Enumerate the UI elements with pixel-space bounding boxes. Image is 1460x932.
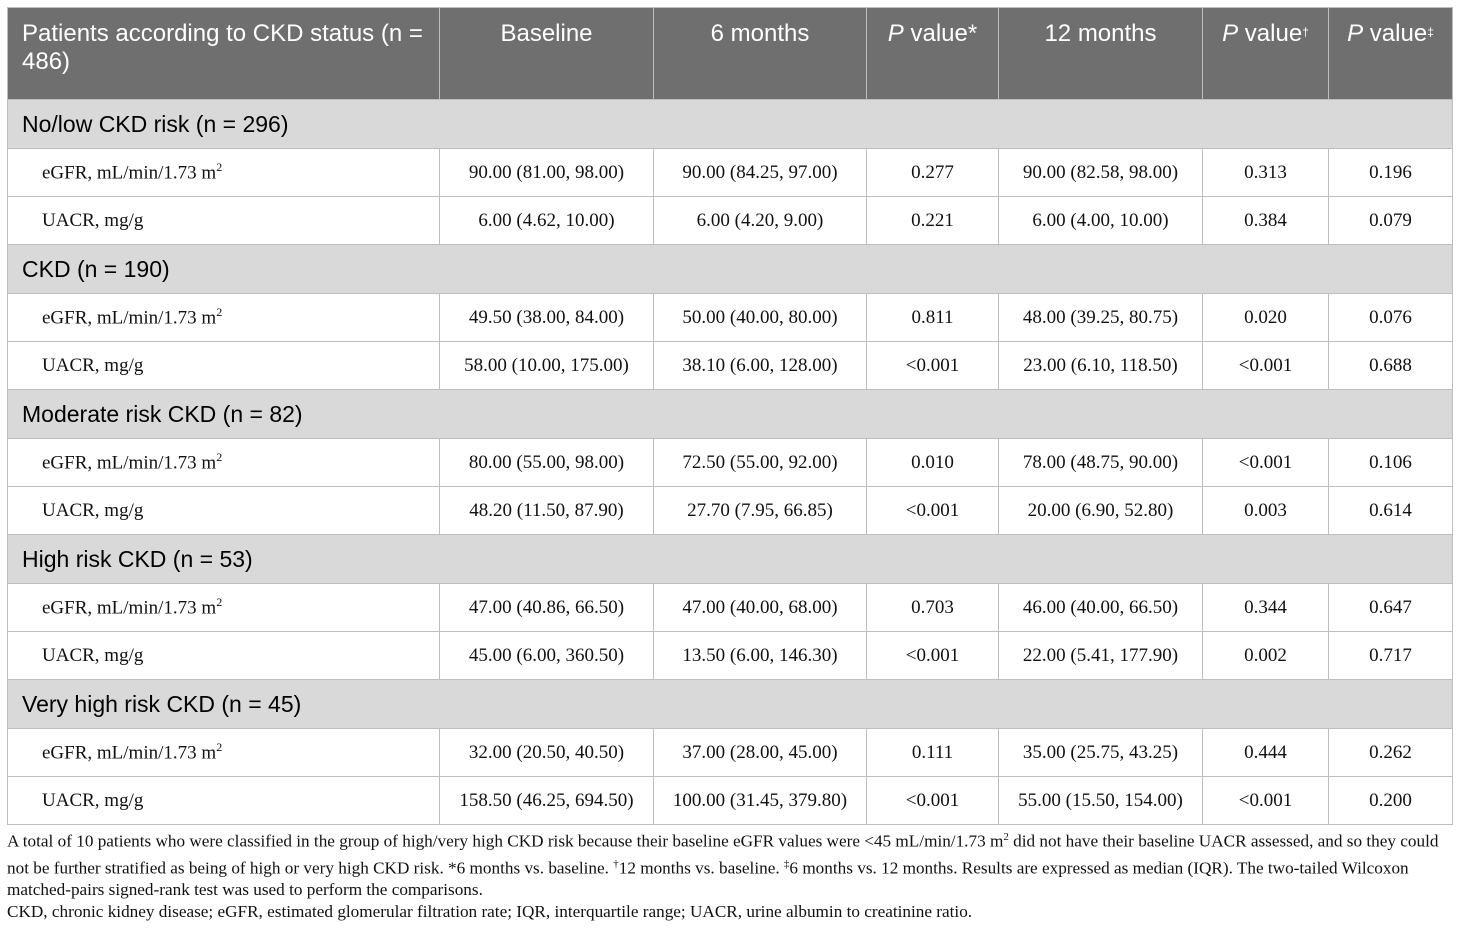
row-label [8,342,440,390]
cell-p-value-3: 0.262 [1329,729,1453,777]
row-label [8,777,440,825]
table-row [8,777,1453,825]
cell-p-value-1: 0.811 [867,294,999,342]
header-p-italic: P [1222,20,1239,47]
cell-p-value-2: 0.002 [1203,632,1329,680]
table-row [8,487,1453,535]
table-row [8,294,1453,342]
group-title: No/low CKD risk (n = 296) [8,100,1453,149]
cell-p-value-1: 0.277 [867,149,999,197]
cell-p-value-2: 0.384 [1203,197,1329,245]
header-p-rest: value [1363,20,1428,47]
cell-p-value-2: <0.001 [1203,342,1329,390]
cell-12-months: 48.00 (39.25, 80.75) [999,294,1203,342]
cell-12-months: 22.00 (5.41, 177.90) [999,632,1203,680]
table-row [8,439,1453,487]
row-label-sup: 2 [216,595,223,610]
group-row [8,245,1453,294]
group-row [8,535,1453,584]
cell-p-value-1: 0.111 [867,729,999,777]
row-label-sup: 2 [216,740,223,755]
cell-p-value-1: 0.221 [867,197,999,245]
table-body [8,100,1453,825]
header-p-mark: * [967,20,978,47]
table-footnotes [7,826,1454,923]
table-row [8,342,1453,390]
cell-p-value-1: <0.001 [867,777,999,825]
row-label-sup: 2 [216,160,223,175]
row-label-text: eGFR, mL/min/1.73 m [42,307,217,329]
row-label-text: UACR, mg/g [42,209,144,231]
cell-p-value-3: 0.196 [1329,149,1453,197]
cell-6-months: 6.00 (4.20, 9.00) [654,197,867,245]
cell-p-value-2: <0.001 [1203,777,1329,825]
header-p-rest: value [903,20,968,47]
footnote-part: A total of 10 patients who were classified in the group of high/very high CKD risk because their baseline eGFR values were <45 mL/min/1.73 m [7,831,1004,851]
header-p-value-2 [1203,8,1329,100]
group-row [8,100,1453,149]
cell-p-value-2: 0.344 [1203,584,1329,632]
abbreviations-text: CKD, chronic kidney disease; eGFR, estimated glomerular filtration rate; IQR, interquartile range; UACR, urine albumin to creatinine ratio. [7,902,973,922]
cell-p-value-3: 0.200 [1329,777,1453,825]
cell-12-months: 55.00 (15.50, 154.00) [999,777,1203,825]
header-p-rest: value [1238,20,1303,47]
cell-6-months: 37.00 (28.00, 45.00) [654,729,867,777]
group-title: High risk CKD (n = 53) [8,535,1453,584]
cell-p-value-3: 0.717 [1329,632,1453,680]
header-p-italic: P [887,20,904,47]
cell-baseline: 90.00 (81.00, 98.00) [440,149,654,197]
cell-baseline: 45.00 (6.00, 360.50) [440,632,654,680]
cell-p-value-1: <0.001 [867,342,999,390]
cell-p-value-3: 0.076 [1329,294,1453,342]
row-label-text: eGFR, mL/min/1.73 m [42,742,217,764]
cell-6-months: 90.00 (84.25, 97.00) [654,149,867,197]
row-label-text: eGFR, mL/min/1.73 m [42,597,217,619]
footnote-sup: † [613,857,619,870]
row-label [8,294,440,342]
row-label [8,729,440,777]
row-label [8,149,440,197]
cell-6-months: 27.70 (7.95, 66.85) [654,487,867,535]
cell-p-value-2: 0.020 [1203,294,1329,342]
cell-p-value-2: 0.444 [1203,729,1329,777]
cell-p-value-1: 0.010 [867,439,999,487]
row-label-text: UACR, mg/g [42,789,144,811]
row-label-sup: 2 [216,305,223,320]
table-row [8,149,1453,197]
cell-12-months: 35.00 (25.75, 43.25) [999,729,1203,777]
row-label [8,632,440,680]
table-row [8,632,1453,680]
footnote-part: 6 months vs. 12 months. Results are expressed as median (IQR). The two-tailed Wilcoxon matched-pairs signed-rank test was used to perform the comparisons. [7,858,1409,900]
footnote-text [7,826,1454,901]
cell-12-months: 46.00 (40.00, 66.50) [999,584,1203,632]
row-label-text: UACR, mg/g [42,354,144,376]
header-p-value-1 [867,8,999,100]
cell-baseline: 58.00 (10.00, 175.00) [440,342,654,390]
footnote-sup: ‡ [783,857,790,870]
header-p-value-3 [1329,8,1453,100]
cell-p-value-1: <0.001 [867,487,999,535]
cell-12-months: 23.00 (6.10, 118.50) [999,342,1203,390]
group-row [8,390,1453,439]
header-6-months: 6 months [654,8,867,100]
row-label-text: UACR, mg/g [42,644,144,666]
table-row [8,584,1453,632]
cell-p-value-3: 0.647 [1329,584,1453,632]
cell-6-months: 47.00 (40.00, 68.00) [654,584,867,632]
header-p-mark: ‡ [1427,25,1434,39]
row-label [8,439,440,487]
row-label [8,197,440,245]
footnote-part: did not have their baseline UACR assessed, and so they could not be further stratified as being of high or very high CKD risk. *6 months vs. baseline. [7,831,1439,878]
cell-baseline: 32.00 (20.50, 40.50) [440,729,654,777]
cell-p-value-3: 0.079 [1329,197,1453,245]
cell-baseline: 6.00 (4.62, 10.00) [440,197,654,245]
cell-baseline: 47.00 (40.86, 66.50) [440,584,654,632]
header-patients: Patients according to CKD status (n = 486) [8,8,440,100]
group-title: CKD (n = 190) [8,245,1453,294]
header-12-months: 12 months [999,8,1203,100]
cell-6-months: 38.10 (6.00, 128.00) [654,342,867,390]
cell-6-months: 50.00 (40.00, 80.00) [654,294,867,342]
table-header-row [8,8,1453,100]
group-title: Moderate risk CKD (n = 82) [8,390,1453,439]
cell-p-value-1: <0.001 [867,632,999,680]
cell-p-value-3: 0.106 [1329,439,1453,487]
cell-6-months: 72.50 (55.00, 92.00) [654,439,867,487]
cell-baseline: 80.00 (55.00, 98.00) [440,439,654,487]
cell-p-value-2: 0.313 [1203,149,1329,197]
group-row [8,680,1453,729]
cell-baseline: 49.50 (38.00, 84.00) [440,294,654,342]
row-label [8,487,440,535]
header-p-italic: P [1347,20,1364,47]
cell-12-months: 20.00 (6.90, 52.80) [999,487,1203,535]
footnote-sup: 2 [1003,831,1009,843]
cell-p-value-3: 0.688 [1329,342,1453,390]
results-table-container [7,7,1452,825]
cell-6-months: 13.50 (6.00, 146.30) [654,632,867,680]
cell-baseline: 48.20 (11.50, 87.90) [440,487,654,535]
table-row [8,729,1453,777]
table-row [8,197,1453,245]
cell-12-months: 6.00 (4.00, 10.00) [999,197,1203,245]
group-title: Very high risk CKD (n = 45) [8,680,1453,729]
cell-p-value-3: 0.614 [1329,487,1453,535]
row-label [8,584,440,632]
cell-p-value-2: 0.003 [1203,487,1329,535]
cell-baseline: 158.50 (46.25, 694.50) [440,777,654,825]
cell-p-value-2: <0.001 [1203,439,1329,487]
cell-p-value-1: 0.703 [867,584,999,632]
cell-12-months: 78.00 (48.75, 90.00) [999,439,1203,487]
footnote-part: 12 months vs. baseline. [618,858,784,878]
header-p-mark: † [1302,25,1309,39]
row-label-text: eGFR, mL/min/1.73 m [42,452,217,474]
row-label-text: eGFR, mL/min/1.73 m [42,162,217,184]
row-label-text: UACR, mg/g [42,499,144,521]
cell-12-months: 90.00 (82.58, 98.00) [999,149,1203,197]
cell-6-months: 100.00 (31.45, 379.80) [654,777,867,825]
header-baseline: Baseline [440,8,654,100]
row-label-sup: 2 [216,450,223,465]
results-table [7,7,1453,825]
